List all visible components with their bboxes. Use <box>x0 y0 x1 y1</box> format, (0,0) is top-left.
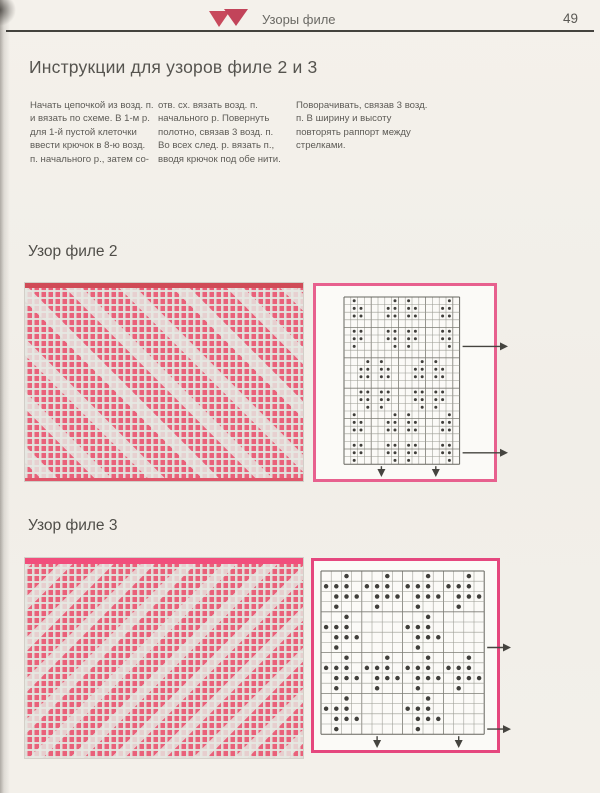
photo-top-band <box>25 558 303 564</box>
pattern-2-chart <box>316 286 494 479</box>
instruction-column-2: отв. сх. вязать возд. п. начального р. Повернуть полотно, связав 3 возд. п. Во всех след. р. вязать п., вводя крючок под обе нити. <box>158 100 281 165</box>
pattern-3-chart <box>314 561 497 750</box>
page-title: Инструкции для узоров филе 2 и 3 <box>29 57 318 77</box>
instruction-column-1: Начать цепочкой из возд. п. и вязать по схеме. В 1-м р. для 1-й пустой клеточки ввести крючок в 8-ю возд. п. начального р., затем со- <box>30 100 154 165</box>
section-heading-pattern-2: Узор филе 2 <box>28 243 118 260</box>
page-number: 49 <box>562 11 578 26</box>
header-rule <box>6 30 594 32</box>
pattern-2-photo <box>25 283 303 481</box>
section-heading-pattern-3: Узор филе 3 <box>28 517 118 534</box>
pattern-3-photo <box>25 558 303 758</box>
photo-top-band <box>25 283 303 288</box>
header-title: Узоры филе <box>262 12 336 27</box>
pattern-3-chart-box <box>311 558 500 753</box>
photo-bottom-band <box>25 478 303 481</box>
pattern-2-chart-box <box>313 283 497 482</box>
instruction-column-3: Поворачивать, связав 3 возд. п. В ширину и высоту повторять раппорт между стрелками. <box>296 100 428 152</box>
